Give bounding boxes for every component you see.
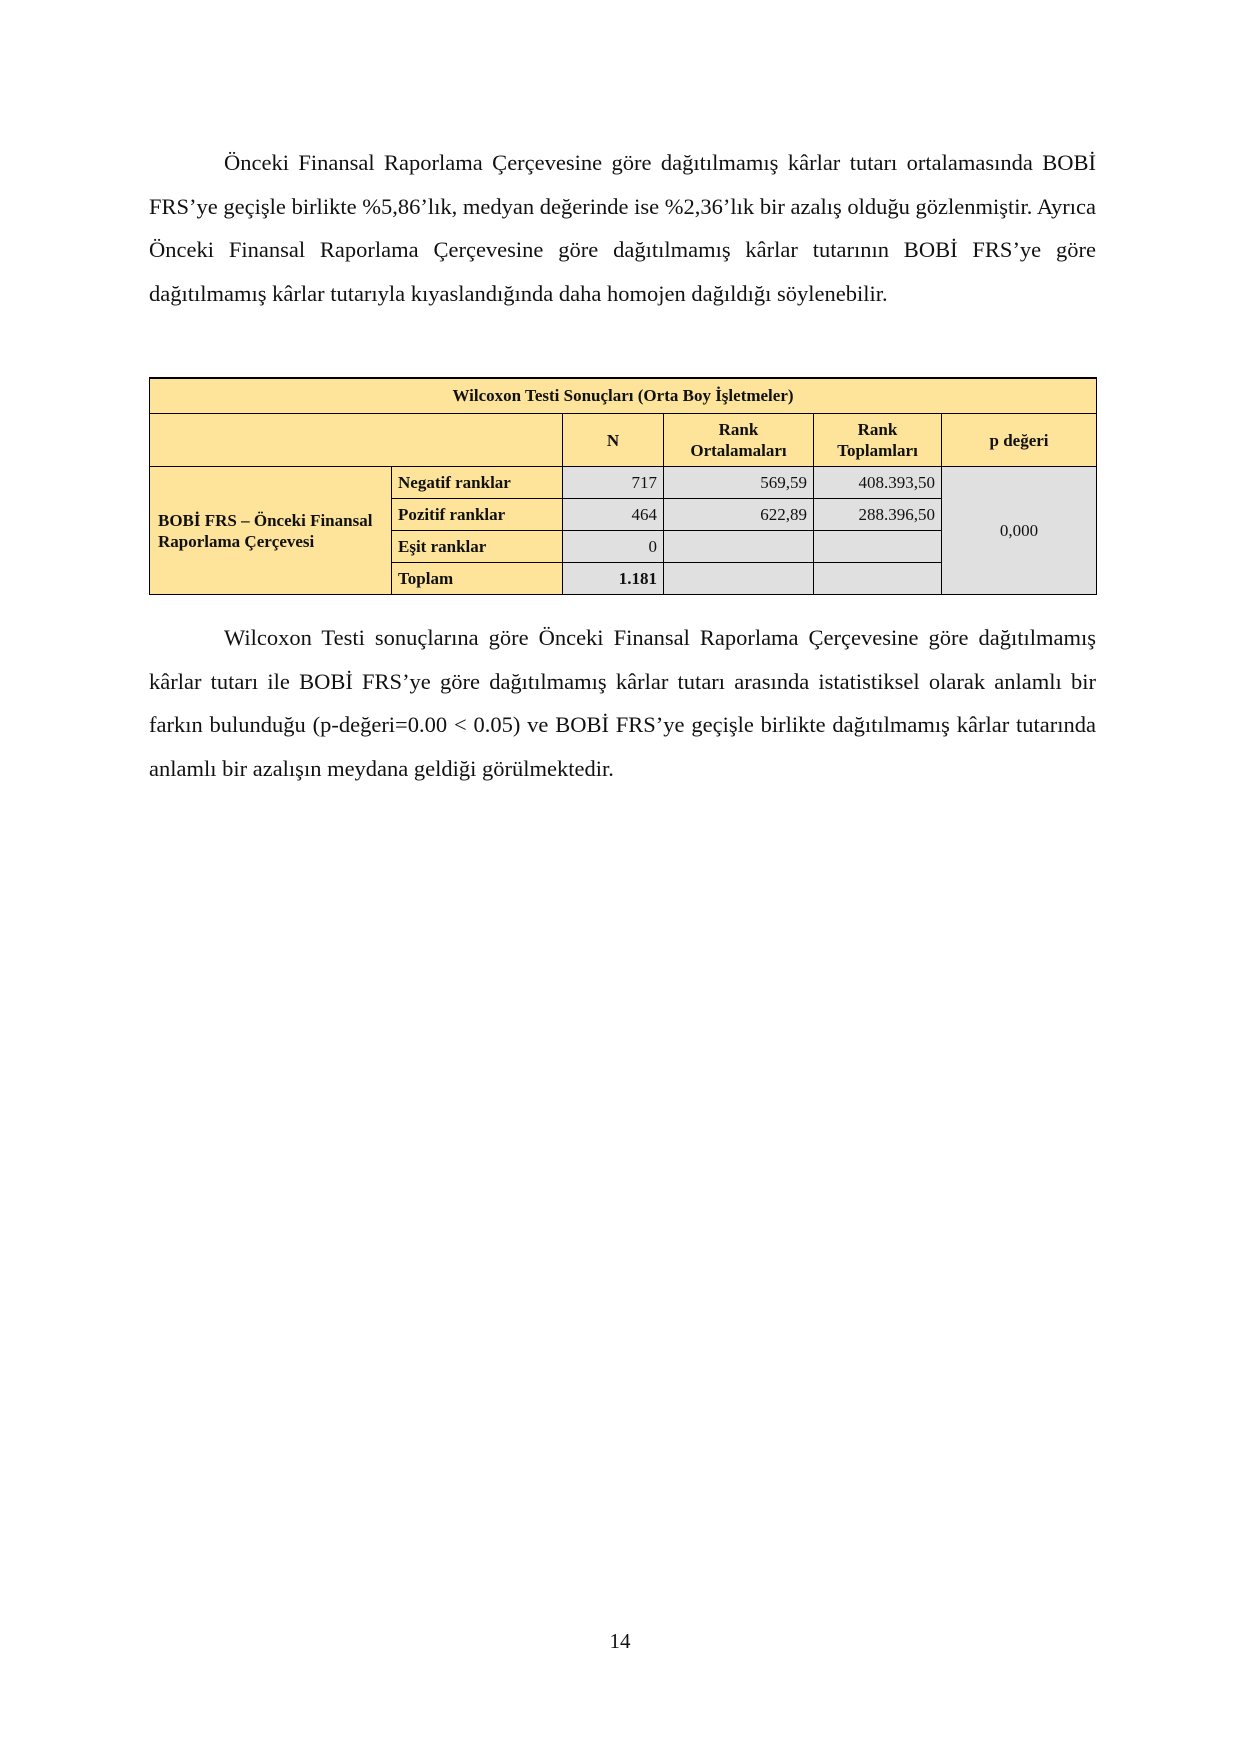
body-paragraph-1: Önceki Finansal Raporlama Çerçevesine göre dağıtılmamış kârlar tutarı ortalamasında BOBİ FRS’ye geçişle birlikte %5,86’lık, medyan değerinde ise %2,36’lık bir azalış olduğu gözlenmiştir. Ayrıca Önceki Finansal Raporlama Çerçevesine göre dağıtılmamış kârlar tutarının BOBİ FRS’ye göre dağıtılmamış kârlar tutarıyla kıyaslandığında daha homojen dağıldığı söylenebilir. [149,150,1096,306]
cell-rank-mean-positive: 622,89 [664,499,814,531]
cell-rank-mean-total [664,563,814,595]
header-n: N [563,414,664,467]
p-value-cell: 0,000 [942,467,1097,595]
cell-rank-mean-ties [664,531,814,563]
row-label-ties: Eşit ranklar [392,531,563,563]
cell-n-ties: 0 [563,531,664,563]
cell-n-negative: 717 [563,467,664,499]
page-number: 14 [609,1629,631,1653]
table-title: Wilcoxon Testi Sonuçları (Orta Boy İşletmeler) [150,378,1097,414]
row-label-positive: Pozitif ranklar [392,499,563,531]
cell-rank-mean-negative: 569,59 [664,467,814,499]
cell-n-positive: 464 [563,499,664,531]
wilcoxon-results-table [149,377,1097,595]
group-label: BOBİ FRS – Önceki Finansal Raporlama Çerçevesi [150,467,392,595]
body-paragraph-2: Wilcoxon Testi sonuçlarına göre Önceki Finansal Raporlama Çerçevesine göre dağıtılmamış kârlar tutarı ile BOBİ FRS’ye göre dağıtılmamış kârlar tutarı arasında istatistiksel olarak anlamlı bir farkın bulunduğu (p-değeri=0.00 < 0.05) ve BOBİ FRS’ye geçişle birlikte dağıtılmamış kârlar tutarında anlamlı bir azalışın meydana geldiği görülmektedir. [149,625,1096,781]
header-p-value: p değeri [942,414,1097,467]
row-label-negative: Negatif ranklar [392,467,563,499]
cell-rank-sum-total [814,563,942,595]
row-label-total: Toplam [392,563,563,595]
cell-n-total: 1.181 [563,563,664,595]
header-blank [150,414,563,467]
cell-rank-sum-negative: 408.393,50 [814,467,942,499]
cell-rank-sum-ties [814,531,942,563]
cell-rank-sum-positive: 288.396,50 [814,499,942,531]
header-rank-sums: Rank Toplamları [814,414,942,467]
header-rank-means: Rank Ortalamaları [664,414,814,467]
